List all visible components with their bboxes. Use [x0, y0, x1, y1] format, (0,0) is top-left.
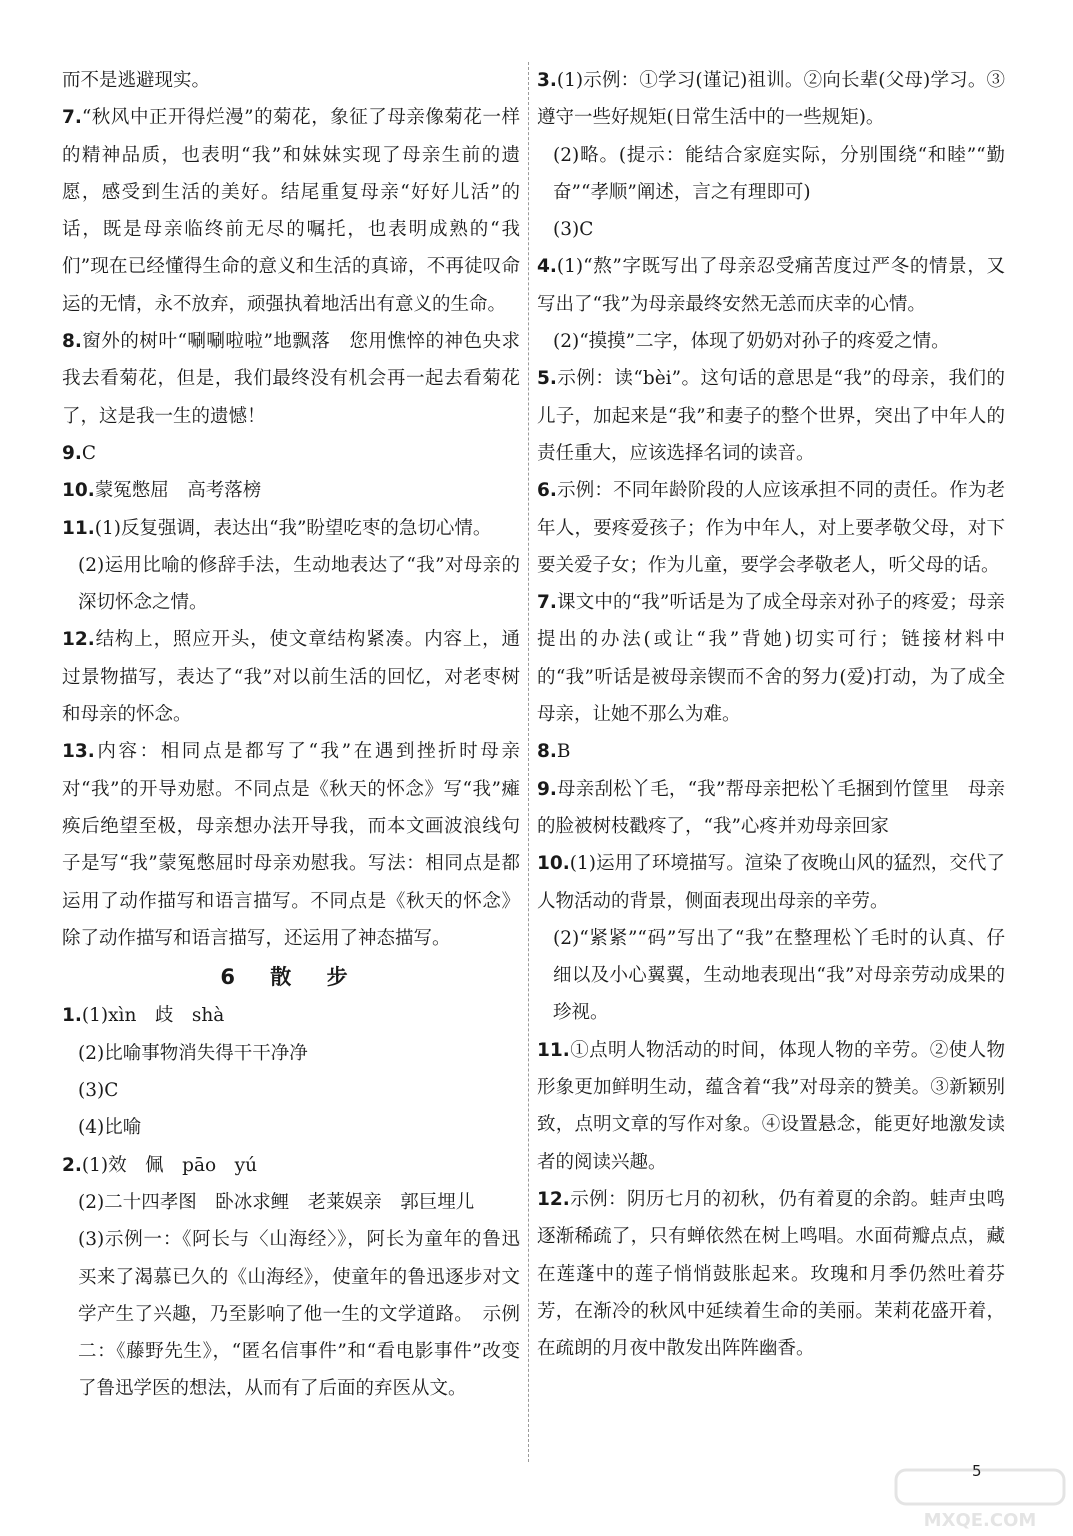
answer-item: [537, 62, 1005, 137]
answer-item: [62, 1221, 520, 1407]
answer-text: (3)C: [78, 1080, 119, 1102]
answer-text: 内容：相同点是都写了“我”在遇到挫折时母亲对“我”的开导劝慰。不同点是《秋天的怀念》写“我”瘫痪后绝望至极，母亲想办法开导我，而本文画波浪线句子是写“我”蒙冤憋屈时母亲劝慰我。写法：相同点是都运用了动作描写和语言描写。不同点是《秋天的怀念》除了动作描写和语言描写，还运用了神态描写。: [62, 741, 520, 949]
section-title: 6 散 步: [220, 965, 362, 990]
question-number: 5.: [537, 368, 557, 390]
answer-text: 示例：阴历七月的初秋，仍有着夏的余韵。蛙声虫鸣逐渐稀疏了，只有蝉依然在树上鸣唱。水面荷瓣点点，藏在莲蓬中的莲子悄悄鼓胀起来。玫瑰和月季仍然吐着芬芳，在渐冷的秋风中延续着生命的美丽。茉莉花盛开着，在疏朗的月夜中散发出阵阵幽香。: [537, 1188, 1005, 1360]
answer-item: [62, 510, 520, 547]
answer-text: 窗外的树叶“唰唰啦啦”地飘落 您用憔悴的神色央求我去看菊花，但是，我们最终没有机会再一起去看菊花了，这是我一生的遗憾！: [62, 331, 520, 427]
answer-item: [62, 997, 520, 1034]
answer-list-right: [537, 62, 1005, 1367]
answer-item: [537, 920, 1005, 1032]
answer-text: B: [556, 741, 571, 763]
answer-item: [537, 733, 1005, 770]
answer-item: [62, 323, 520, 435]
answer-item: [62, 621, 520, 733]
answer-text: (1)xìn 歧 shà: [81, 1005, 225, 1027]
question-number: 3.: [537, 70, 557, 91]
answer-item: [537, 472, 1005, 584]
question-number: 9.: [537, 778, 557, 800]
answer-text: (3)C: [553, 219, 594, 241]
answer-list-left-top: [62, 62, 520, 957]
column-divider: [528, 62, 529, 1462]
left-column: [62, 62, 520, 1408]
answer-item: [537, 771, 1005, 846]
answer-text: (2)略。(提示：能结合家庭实际，分别围绕“和睦”“勤奋”“孝顺”阐述，言之有理即可): [553, 144, 1005, 203]
question-number: 2.: [62, 1154, 82, 1176]
question-number: 13.: [62, 741, 95, 763]
watermark-logo: [892, 1466, 1068, 1532]
answer-text: (2)“紧紧”“码”写出了“我”在整理松丫毛时的认真、仔细以及小心翼翼，生动地表现出“我”对母亲劳动成果的珍视。: [553, 927, 1005, 1024]
answer-list-left-bottom: [62, 997, 520, 1407]
question-number: 8.: [537, 741, 557, 763]
answer-item: [62, 733, 520, 957]
question-number: 10.: [537, 853, 570, 875]
answer-text: (4)比喻: [78, 1117, 142, 1139]
answer-text: “秋风中正开得烂漫”的菊花，象征了母亲像菊花一样的精神品质，也表明“我”和妹妹实现了母亲生前的遗愿，感受到生活的美好。结尾重复母亲“好好儿活”的话，既是母亲临终前无尽的嘱托，也表明成熟的“我们”现在已经懂得生命的意义和生活的真谛，不再徒叹命运的无情，永不放弃，顽强执着地活出有意义的生命。: [62, 107, 520, 315]
question-number: 4.: [537, 256, 557, 278]
answer-item: [537, 248, 1005, 323]
question-number: 6.: [537, 480, 557, 502]
answer-text: 而不是逃避现实。: [62, 70, 211, 91]
question-number: 11.: [537, 1039, 570, 1061]
answer-item: [62, 1072, 520, 1109]
question-number: 1.: [62, 1005, 82, 1027]
answer-text: 母亲刮松丫毛，“我”帮母亲把松丫毛捆到竹筐里 母亲的脸被树枝戳疼了，“我”心疼并劝母亲回家: [537, 778, 1005, 837]
answer-text: 结构上，照应开头，使文章结构紧凑。内容上，通过景物描写，表达了“我”对以前生活的回忆，对老枣树和母亲的怀念。: [62, 629, 520, 726]
answer-item: [62, 1147, 520, 1184]
answer-text: C: [81, 442, 97, 464]
question-number: 12.: [62, 629, 95, 651]
question-number: 7.: [537, 592, 557, 614]
answer-text: (2)比喻事物消失得干干净净: [78, 1042, 308, 1064]
answer-text: ①点明人物活动的时间，体现人物的辛劳。②使人物形象更加鲜明生动，蕴含着“我”对母亲的赞美。③新颖别致，点明文章的写作对象。④设置悬念，能更好地激发读者的阅读兴趣。: [537, 1039, 1005, 1173]
answer-item: [537, 360, 1005, 472]
answer-text: (2)运用比喻的修辞手法，生动地表达了“我”对母亲的深切怀念之情。: [78, 554, 520, 614]
answer-text: (2)“摸摸”二字，体现了奶奶对孙子的疼爱之情。: [553, 331, 950, 353]
svg-text:MXQE.COM: MXQE.COM: [923, 1510, 1037, 1531]
answer-text: (1)反复强调，表达出“我”盼望吃枣的急切心情。: [94, 517, 492, 539]
answer-item: [537, 584, 1005, 733]
answer-item: [537, 137, 1005, 212]
answer-text: 蒙冤憋屈 高考落榜: [94, 480, 262, 502]
page-number: 5: [972, 1462, 982, 1480]
question-number: 7.: [62, 107, 82, 129]
answer-item: [62, 99, 520, 323]
answer-item: [537, 323, 1005, 360]
answer-text: (1)“熬”字既写出了母亲忍受痛苦度过严冬的情景，又写出了“我”为母亲最终安然无恙而庆幸的心情。: [537, 256, 1005, 315]
answer-item: [62, 1035, 520, 1072]
answer-item: [62, 1109, 520, 1146]
question-number: 10.: [62, 480, 95, 502]
answer-text: 示例：不同年龄阶段的人应该承担不同的责任。作为老年人，要疼爱孩子；作为中年人，对上要孝敬父母，对下要关爱子女；作为儿童，要学会孝敬老人，听父母的话。: [537, 480, 1005, 576]
answer-text: 课文中的“我”听话是为了成全母亲对孙子的疼爱；母亲提出的办法(或让“我”背她)切实可行；链接材料中的“我”听话是被母亲锲而不舍的努力(爱)打动，为了成全母亲，让她不那么为难。: [537, 592, 1005, 726]
answer-text: (3)示例一：《阿长与〈山海经〉》，阿长为童年的鲁迅买来了渴慕已久的《山海经》，使童年的鲁迅逐步对文学产生了兴趣，乃至影响了他一生的文学道路。 示例二：《藤野先生》，“匿名信事件”和“看电影事件”改变了鲁迅学医的想法，从而有了后面的弃医从文。: [78, 1229, 520, 1400]
answer-item: [62, 547, 520, 622]
answer-item: [62, 62, 520, 99]
question-number: 9.: [62, 442, 82, 464]
answer-item: [62, 1184, 520, 1221]
answer-text: (1)运用了环境描写。渲染了夜晚山风的猛烈，交代了人物活动的背景，侧面表现出母亲的辛劳。: [537, 853, 1005, 912]
answer-item: [537, 845, 1005, 920]
answer-item: [537, 1181, 1005, 1367]
answer-text: (1)示例：①学习(谨记)祖训。②向长辈(父母)学习。③遵守一些好规矩(日常生活中的一些规矩)。: [537, 70, 1005, 129]
answer-item: [62, 472, 520, 509]
answer-text: 示例：读“bèi”。这句话的意思是“我”的母亲，我们的儿子，加起来是“我”和妻子的整个世界，突出了中年人的责任重大，应该选择名词的读音。: [537, 368, 1005, 464]
right-column: [537, 62, 1005, 1367]
answer-item: [62, 435, 520, 472]
question-number: 12.: [537, 1188, 570, 1210]
question-number: 8.: [62, 331, 82, 353]
question-number: 11.: [62, 517, 95, 539]
answer-item: [537, 1032, 1005, 1181]
answer-item: [537, 211, 1005, 248]
answer-text: (2)二十四孝图 卧冰求鲤 老莱娱亲 郭巨埋儿: [78, 1191, 475, 1213]
answer-text: (1)效 佩 pāo yú: [81, 1154, 257, 1176]
